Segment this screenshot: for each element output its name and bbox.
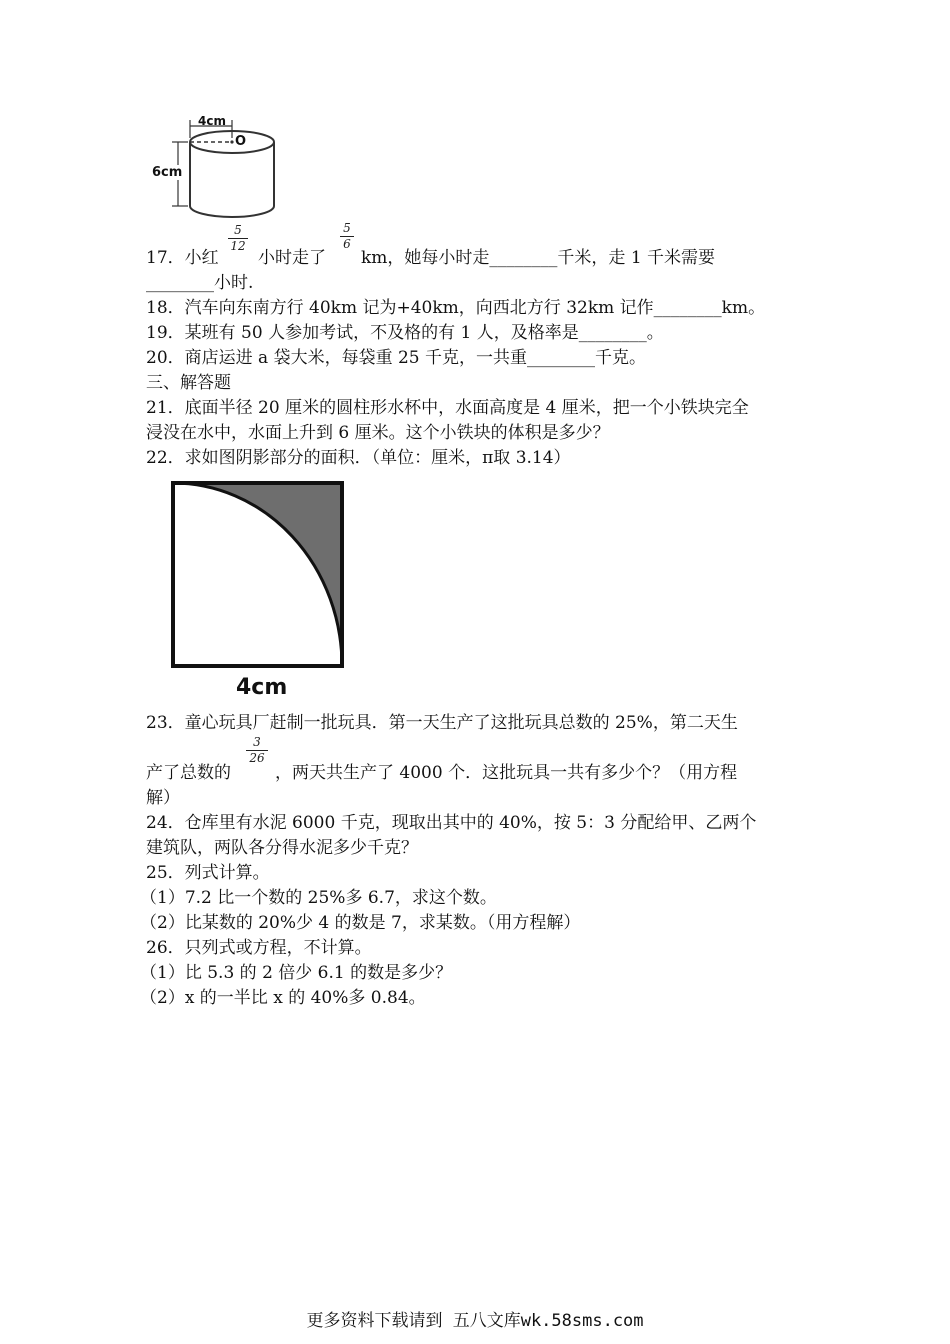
fraction-numerator: 5 (343, 221, 351, 235)
q23-fraction (246, 736, 268, 765)
shaded-area-figure (168, 478, 352, 672)
q21-line-1: 21．底面半径 20 厘米的圆柱形水杯中，水面高度是 4 厘米，把一个小铁块完全 (146, 398, 749, 418)
q26-part-2: （2）x 的一半比 x 的 40%多 0.84。 (140, 988, 426, 1008)
q23-line-2b: ，两天共生产了 4000 个．这批玩具一共有多少个？（用方程 (275, 763, 738, 783)
fraction-denominator: 6 (343, 237, 351, 251)
footer-text: 更多资料下载请到 五八文库wk.58sms.com (306, 1311, 644, 1331)
q23-line-1: 23．童心玩具厂赶制一批玩具．第一天生产了这批玩具总数的 25%，第二天生 (146, 713, 738, 733)
fraction-denominator: 26 (249, 751, 265, 765)
q24-line-1: 24．仓库里有水泥 6000 千克，现取出其中的 40%，按 5：3 分配给甲、乙两个 (146, 813, 757, 833)
q18-text: 18．汽车向东南方行 40km 记为+40km，向西北方行 32km 记作________km。 (146, 298, 766, 318)
q25-part-2: （2）比某数的 20%少 4 的数是 7，求某数。（用方程解） (140, 913, 581, 933)
q25-title: 25．列式计算。 (146, 863, 270, 883)
q17-text-a: 17．小红 (146, 248, 219, 268)
cylinder-height-label: 6cm (152, 165, 183, 180)
q17-fraction-1 (228, 224, 248, 253)
q17-text-c: km，她每小时走________千米，走 1 千米需要 (361, 248, 716, 268)
q20-text: 20．商店运进 a 袋大米，每袋重 25 千克，一共重________千克。 (146, 348, 647, 368)
q21-line-2: 浸没在水中，水面上升到 6 厘米。这个小铁块的体积是多少？ (146, 423, 610, 443)
q19-text: 19．某班有 50 人参加考试，不及格的有 1 人，及格率是________。 (146, 323, 664, 343)
q26-title: 26．只列式或方程，不计算。 (146, 938, 372, 958)
cylinder-center-label: O (235, 134, 247, 149)
square-side-label: 4cm (236, 675, 288, 700)
fraction-numerator: 3 (253, 735, 261, 749)
q17-fraction-2 (340, 222, 354, 251)
q17-line-2: ________小时. (146, 273, 254, 293)
q25-part-1: （1）7.2 比一个数的 25%多 6.7，求这个数。 (140, 888, 497, 908)
q17-text-b: 小时走了 (258, 248, 326, 268)
q26-part-1: （1）比 5.3 的 2 倍少 6.1 的数是多少？ (140, 963, 453, 983)
q24-line-2: 建筑队，两队各分得水泥多少千克？ (146, 838, 418, 858)
q23-line-3: 解） (146, 788, 180, 808)
fraction-denominator: 12 (230, 239, 246, 253)
cylinder-radius-label: 4cm (198, 114, 226, 128)
section-title: 三、解答题 (146, 373, 231, 393)
q22-text: 22．求如图阴影部分的面积．（单位：厘米，π取 3.14） (146, 448, 571, 468)
q23-line-2a: 产了总数的 (146, 763, 231, 783)
fraction-numerator: 5 (234, 223, 242, 237)
